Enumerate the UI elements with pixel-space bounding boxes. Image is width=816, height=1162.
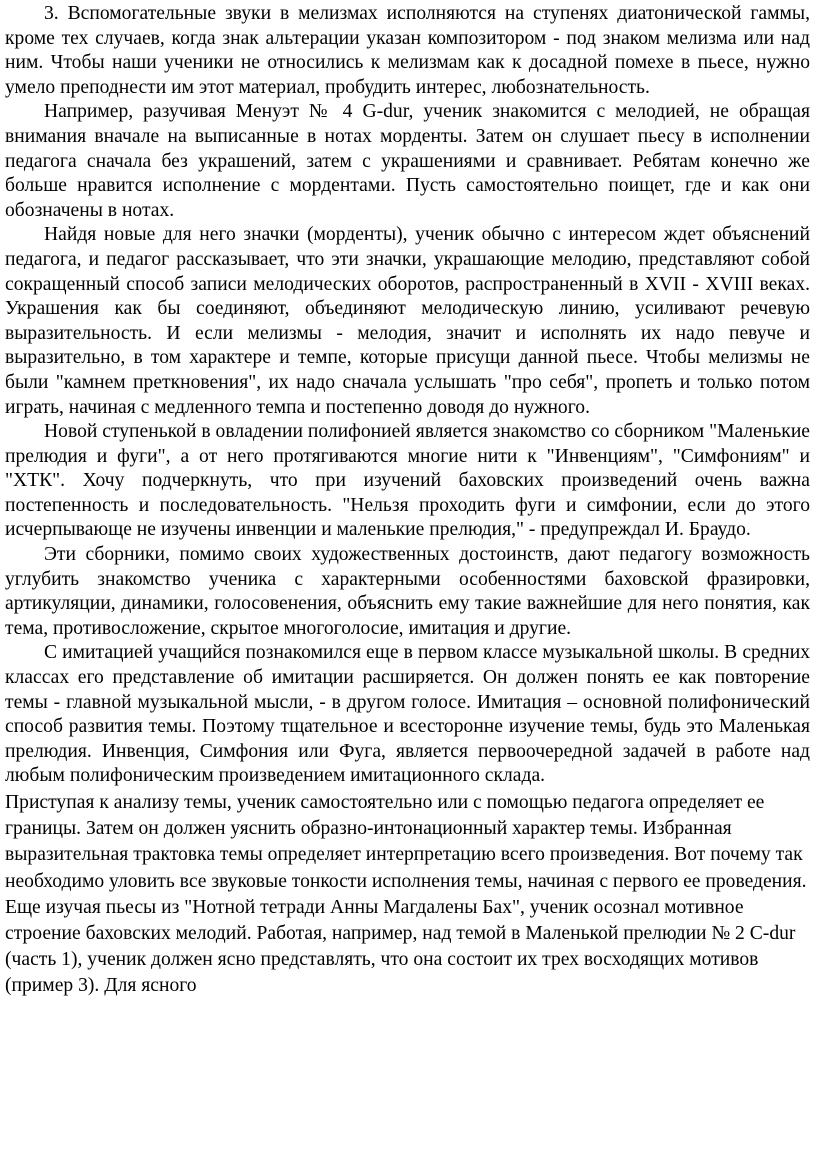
- paragraph-theme-analysis: Приступая к анализу темы, ученик самостоятельно или с помощью педагога определяет ее границы. Затем он должен уяснить образно-интонационный характер темы. Избранная выразительная трактовка темы определяет интерпретацию всего произведения. Вот почему так необходимо уловить все звуковые тонкости исполнения темы, начиная с первого ее проведения. Еще изучая пьесы из "Нотной тетради Анны Магдалены Бах", ученик осознал мотивное строение баховских мелодий. Работая, например, над темой в Маленькой прелюдии № 2 C-dur (часть 1), ученик должен ясно представлять, что она состоит их трех восходящих мотивов (пример 3). Для ясного: [5, 792, 807, 997]
- paragraph-mordents: Найдя новые для него значки (морденты), ученик обычно с интересом ждет объяснений педагога, и педагог рассказывает, что эти значки, украшающие мелодию, представляют собой сокращенный способ записи мелодических оборотов, распространенный в XVII - XVIII веках. Украшения как бы соединяют, объединяют мелодическую линию, усиливают речевую выразительность. И если мелизмы - мелодия, значит и исполнять их надо певуче и выразительно, в том характере и темпе, которые присущи данной пьесе. Чтобы мелизмы не были "камнем преткновения", их надо сначала услышать "про себя", пропеть и только потом играть, начиная с медленного темпа и постепенно доводя до нужного.: [5, 224, 810, 418]
- paragraph-imitation: С имитацией учащийся познакомился еще в первом классе музыкальной школы. В средних классах его представление об имитации расширяется. Он должен понять ее как повторение темы - главной музыкальной мысли, - в другом голосе. Имитация – основной полифонический способ развития темы. Поэтому тщательное и всесторонне изучение темы, будь это Маленькая прелюдия. Инвенция, Симфония или Фуга, является первоочередной задачей в работе над любым полифоническим произведением имитационного склада.: [5, 642, 810, 787]
- paragraph-polyphony-collection: Новой ступенькой в овладении полифонией является знакомство со сборником "Маленькие прелюдия и фуги", а от него протягиваются многие нити к "Инвенциям", "Симфониям" и "ХТК". Хочу подчеркнуть, что при изучений баховских произведений очень важна постепенность и последовательность. "Нельзя проходить фуги и симфонии, если до этого исчерпывающе не изучены инвенции и маленькие прелюдия," - предупреждал И. Браудо.: [5, 421, 810, 541]
- paragraph-melisma-rules: 3. Вспомогательные звуки в мелизмах исполняются на ступенях диатонической гаммы, кроме тех случаев, когда знак альтерации указан композитором - под знаком мелизма или над ним. Чтобы наши ученики не относились к мелизмам как к досадной помехе в пьесе, нужно умело преподнести им этот материал, пробудить интерес, любознательность.: [5, 3, 810, 98]
- paragraph-collections-value: Эти сборники, помимо своих художественных достоинств, дают педагогу возможность углубить знакомство ученика с характерными особенностями баховской фразировки, артикуляции, динамики, голосовенения, объяснить ему такие важнейшие для него понятия, как тема, противосложение, скрытое многоголосие, имитация и другие.: [5, 544, 810, 639]
- paragraph-minuet-example: Например, разучивая Менуэт № 4 G-dur, ученик знакомится с мелодией, не обращая внимания вначале на выписанные в нотах морденты. Затем он слушает пьесу в исполнении педагога сначала без украшений, затем с украшениями и сравнивает. Ребятам конечно же больше нравится исполнение с мордентами. Пусть самостоятельно поищет, где и как они обозначены в нотах.: [5, 101, 810, 221]
